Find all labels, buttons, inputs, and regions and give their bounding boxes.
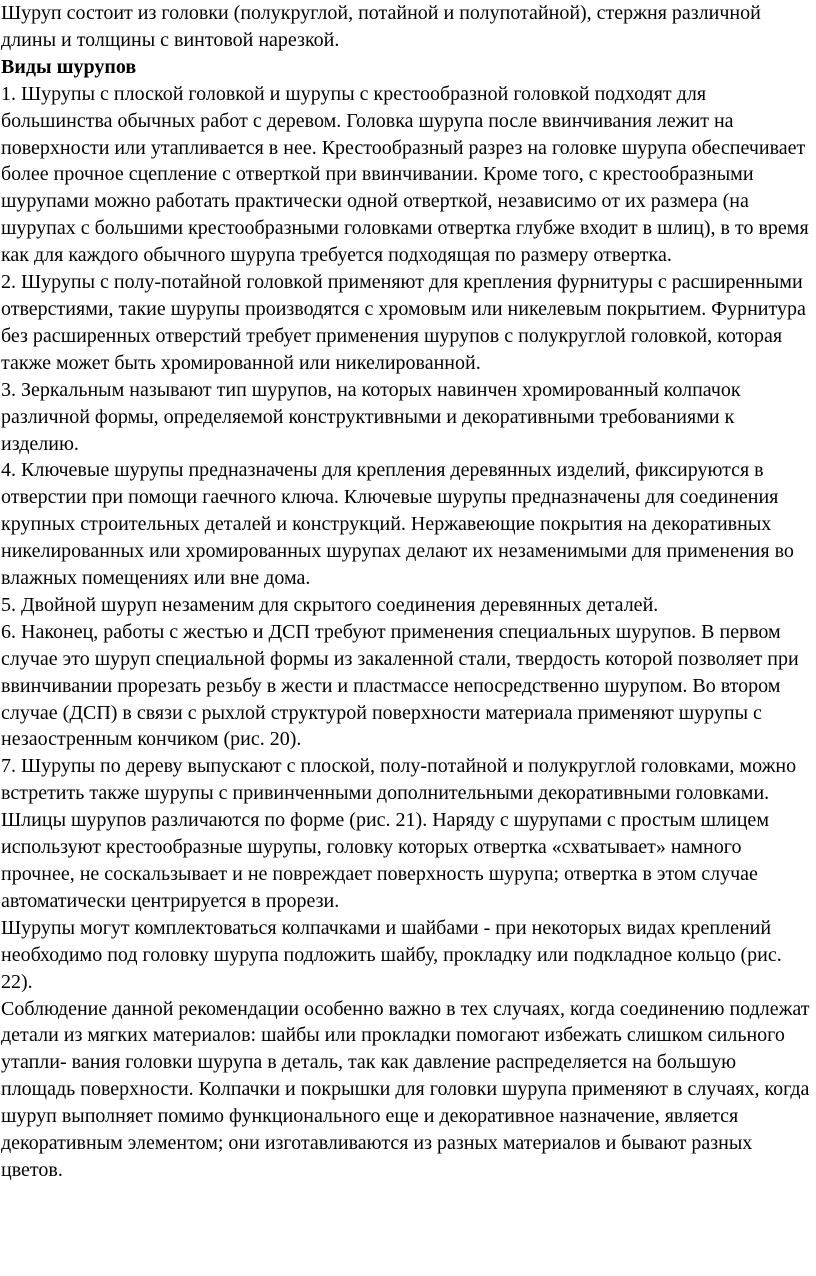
slots-paragraph: Шлицы шурупов различаются по форме (рис. 21). Наряду с шурупами с простым шлицем используют крестообразные шурупы, головку которых отвертка «схватывает» намного прочнее, не соскальзывает и не повреждает поверхность шурупа; отвертка в этом случае автоматически центрируется в прорези. <box>1 809 769 912</box>
intro-paragraph: Шуруп состоит из головки (полукруглой, потайной и полупотайной), стержня различной длины и толщины с винтовой нарезкой. <box>1 2 761 51</box>
list-item-5: 5. Двойной шуруп незаменим для скрытого соединения деревянных деталей. <box>1 593 659 616</box>
list-item-3: 3. Зеркальным называют тип шурупов, на которых навинчен хромированный колпачок различной формы, определяемой конструктивными и декоративными требованиями к изделию. <box>1 378 741 455</box>
final-paragraph: Соблюдение данной рекомендации особенно важно в тех случаях, когда соединению подлежат детали из мягких материалов: шайбы или прокладки помогают избежать слишком сильного утапли- вания головки шурупа в деталь, так как давление распределяется на большую площадь поверхности. Колпачки и покрышки для головки шурупа применяют в случаях, когда шуруп выполняет помимо функционального еще и декоративное назначение, является декоративным элементом; они изготавливаются из разных материалов и бывают разных цветов. <box>1 997 810 1181</box>
section-heading: Виды шурупов <box>1 55 137 78</box>
list-item-6: 6. Наконец, работы с жестью и ДСП требуют применения специальных шурупов. В первом случае это шуруп специальной формы из закаленной стали, твердость которой позволяет при ввинчивании прорезать резьбу в жести и пластмассе непосредственно шурупом. Во втором случае (ДСП) в связи с рыхлой структурой поверхности материала применяют шурупы с незаостренным кончиком (рис. 20). <box>1 620 799 751</box>
caps-paragraph: Шурупы могут комплектоваться колпачками и шайбами - при некоторых видах креплений необходимо под головку шурупа подложить шайбу, прокладку или подкладное кольцо (рис. 22). <box>1 916 782 993</box>
list-item-7: 7. Шурупы по дереву выпускают с плоской, полу-потайной и полукруглой головками, можно встретить также шурупы с привинченными дополнительными декоративными головками. <box>1 755 797 805</box>
list-item-2: 2. Шурупы с полу-потайной головкой применяют для крепления фурнитуры с расширенными отверстиями, такие шурупы производятся с хромовым или никелевым покрытием. Фурнитура без расширенных отверстий требует применения шурупов с полукруглой головкой, которая также может быть хромированной или никелированной. <box>1 271 806 374</box>
list-item-4: 4. Ключевые шурупы предназначены для крепления деревянных изделий, фиксируются в отверстии при помощи гаечного ключа. Ключевые шурупы предназначены для соединения крупных строительных деталей и конструкций. Нержавеющие покрытия на декоративных никелированных или хромированных шурупах делают их незаменимыми для применения во влажных помещениях или вне дома. <box>1 459 794 590</box>
list-item-1: 1. Шурупы с плоской головкой и шурупы с крестообразной головкой подходят для большинства обычных работ с деревом. Головка шурупа после ввинчивания лежит на поверхности или утапливается в нее. Крестообразный разрез на головке шурупа обеспечивает более прочное сцепление с отверткой при ввинчивании. Кроме того, с крестообразными шурупами можно работать практически одной отверткой, независимо от их размера (на шурупах с большими крестообразными головками отвертка глубже входит в шлиц), в то время как для каждого обычного шурупа требуется подходящая по размеру отвертка. <box>1 82 809 267</box>
